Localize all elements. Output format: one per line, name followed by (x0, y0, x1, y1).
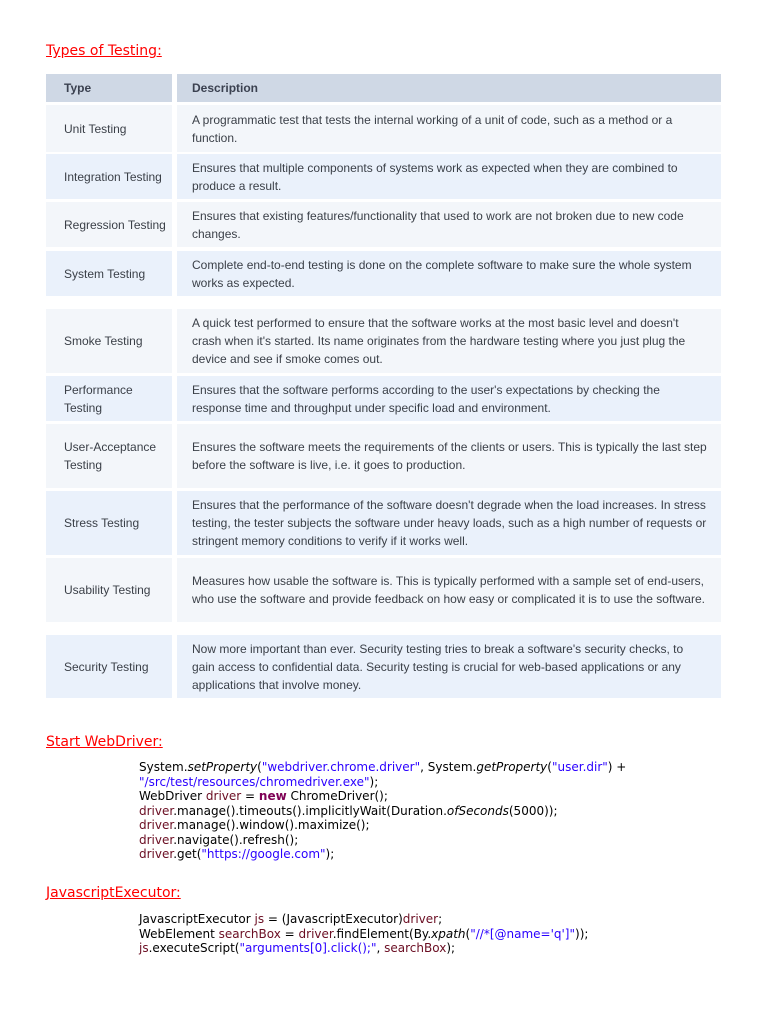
start-webdriver-heading: Start WebDriver: (46, 734, 163, 750)
row-description: A quick test performed to ensure that the software works at the most basic level and doesn't crash when it's started. Its name originates from the hardware testing where you just plug the device and see if smoke comes out. (177, 309, 721, 373)
table-row (46, 154, 721, 199)
header-type: Type (46, 74, 172, 102)
table-row (46, 202, 721, 247)
row-type: Performance Testing (46, 376, 172, 421)
code-line: driver.navigate().refresh(); (139, 832, 299, 847)
jsexecutor-code-block (139, 912, 588, 956)
code-line: System.setProperty("webdriver.chrome.driver", System.getProperty("user.dir") + (139, 760, 627, 774)
row-description: Ensures that multiple components of systems work as expected when they are combined to produce a result. (177, 154, 721, 199)
row-type: Stress Testing (46, 491, 172, 555)
row-description: Ensures that the performance of the software doesn't degrade when the load increases. In stress testing, the tester subjects the software under heavy loads, such as a high number of requests or stringent memory conditions to verify if it works well. (177, 491, 721, 555)
code-line: WebElement searchBox = driver.findElement(By.xpath("//*[@name='q']")); (139, 926, 589, 941)
row-description: Measures how usable the software is. This is typically performed with a sample set of end-users, who use the software and provide feedback on how easy or complicated it is to use the software. (177, 558, 721, 622)
table-row (46, 376, 721, 421)
types-of-testing-heading: Types of Testing: (46, 43, 162, 59)
javascript-executor-heading: JavascriptExecutor: (46, 885, 181, 901)
table-header-row (46, 74, 721, 102)
code-line: JavascriptExecutor js = (JavascriptExecutor)driver; (139, 912, 443, 926)
row-type: Smoke Testing (46, 309, 172, 373)
code-line: driver.get("https://google.com"); (139, 847, 335, 861)
row-type: User-Acceptance Testing (46, 424, 172, 488)
row-description: A programmatic test that tests the internal working of a unit of code, such as a method or a function. (177, 105, 721, 152)
row-type: System Testing (46, 251, 172, 296)
table-row (46, 635, 721, 698)
row-description: Ensures that the software performs according to the user's expectations by checking the response time and throughput under specific load and environment. (177, 376, 721, 421)
row-description: Ensures that existing features/functionality that used to work are not broken due to new code changes. (177, 202, 721, 247)
header-description: Description (177, 74, 721, 102)
row-type: Integration Testing (46, 154, 172, 199)
row-type: Security Testing (46, 635, 172, 698)
table-row (46, 105, 721, 152)
table-row (46, 424, 721, 488)
code-line: js.executeScript("arguments[0].click();", searchBox); (139, 941, 456, 955)
table-row (46, 558, 721, 622)
table-row (46, 491, 721, 555)
code-line: driver.manage().timeouts().implicitlyWait(Duration.ofSeconds(5000)); (139, 803, 558, 818)
row-type: Usability Testing (46, 558, 172, 622)
row-description: Ensures the software meets the requirements of the clients or users. This is typically the last step before the software is live, i.e. it goes to production. (177, 424, 721, 488)
row-type: Regression Testing (46, 202, 172, 247)
row-type: Unit Testing (46, 105, 172, 152)
code-line: driver.manage().window().maximize(); (139, 818, 370, 832)
row-description: Now more important than ever. Security testing tries to break a software's security checks, to gain access to confidential data. Security testing is crucial for web-based applications or any applications that involve money. (177, 635, 721, 698)
table-row (46, 251, 721, 296)
code-line: "/src/test/resources/chromedriver.exe"); (139, 774, 379, 789)
webdriver-code-block (139, 760, 626, 862)
row-description: Complete end-to-end testing is done on the complete software to make sure the whole system works as expected. (177, 251, 721, 296)
code-line: WebDriver driver = new ChromeDriver(); (139, 789, 388, 803)
table-row (46, 309, 721, 373)
